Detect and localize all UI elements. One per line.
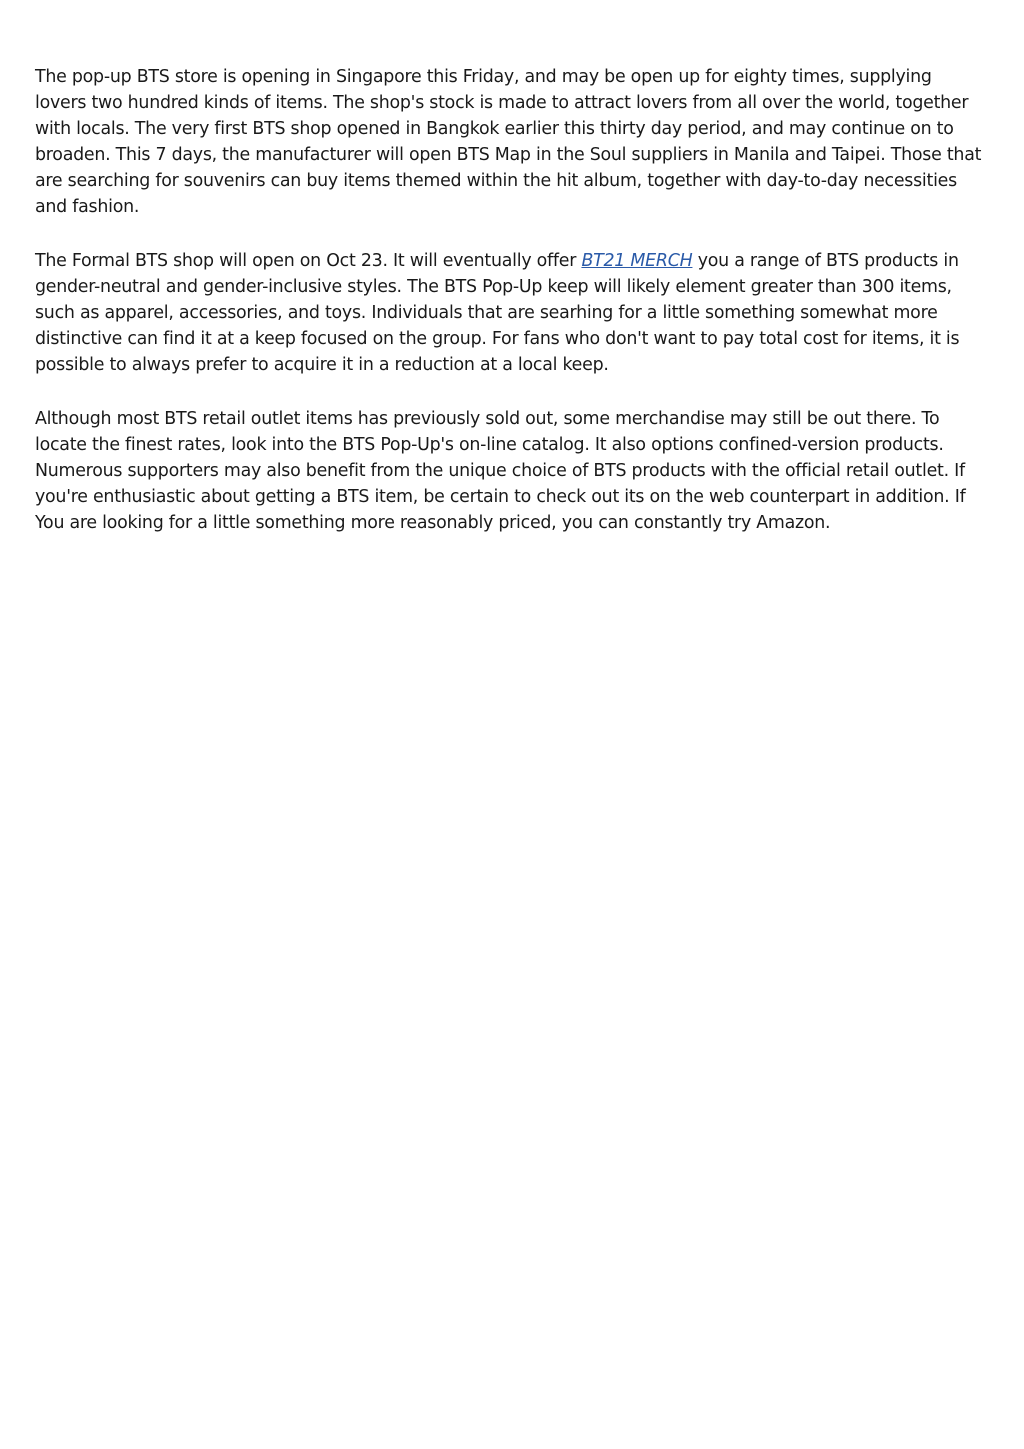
bt21-merch-link[interactable]: BT21 MERCH	[581, 251, 693, 271]
paragraph-text-after-link: you a range of BTS products in gender-neutral and gender-inclusive styles. The BTS Pop-Up keep will likely element greater than 300 items, such as apparel, accessories, and toys. Individuals that are searhing for a little something somewhat more distinctive can find it at a keep focused on the group. For fans who don't want to pay total cost for items, it is possible to always prefer to acquire it in a reduction at a local keep.	[35, 251, 960, 375]
paragraph-text-before-link: The Formal BTS shop will open on Oct 23. It will eventually offer	[35, 251, 582, 271]
article-body	[35, 64, 987, 564]
paragraph-retail-outlet: Although most BTS retail outlet items has previously sold out, some merchandise may still be out there. To locate the finest rates, look into the BTS Pop-Up's on-line catalog. It also options confined-version products. Numerous supporters may also benefit from the unique choice of BTS products with the official retail outlet. If you're enthusiastic about getting a BTS item, be certain to check out its on the web counterpart in addition. If You are looking for a little something more reasonably priced, you can constantly try Amazon.	[35, 409, 966, 533]
paragraph-intro: The pop-up BTS store is opening in Singapore this Friday, and may be open up for eighty times, supplying lovers two hundred kinds of items. The shop's stock is made to attract lovers from all over the world, together with locals. The very first BTS shop opened in Bangkok earlier this thirty day period, and may continue on to broaden. This 7 days, the manufacturer will open BTS Map in the Soul suppliers in Manila and Taipei. Those that are searching for souvenirs can buy items themed within the hit album, together with day-to-day necessities and fashion.	[35, 67, 982, 217]
paragraph-formal-shop	[35, 248, 987, 378]
